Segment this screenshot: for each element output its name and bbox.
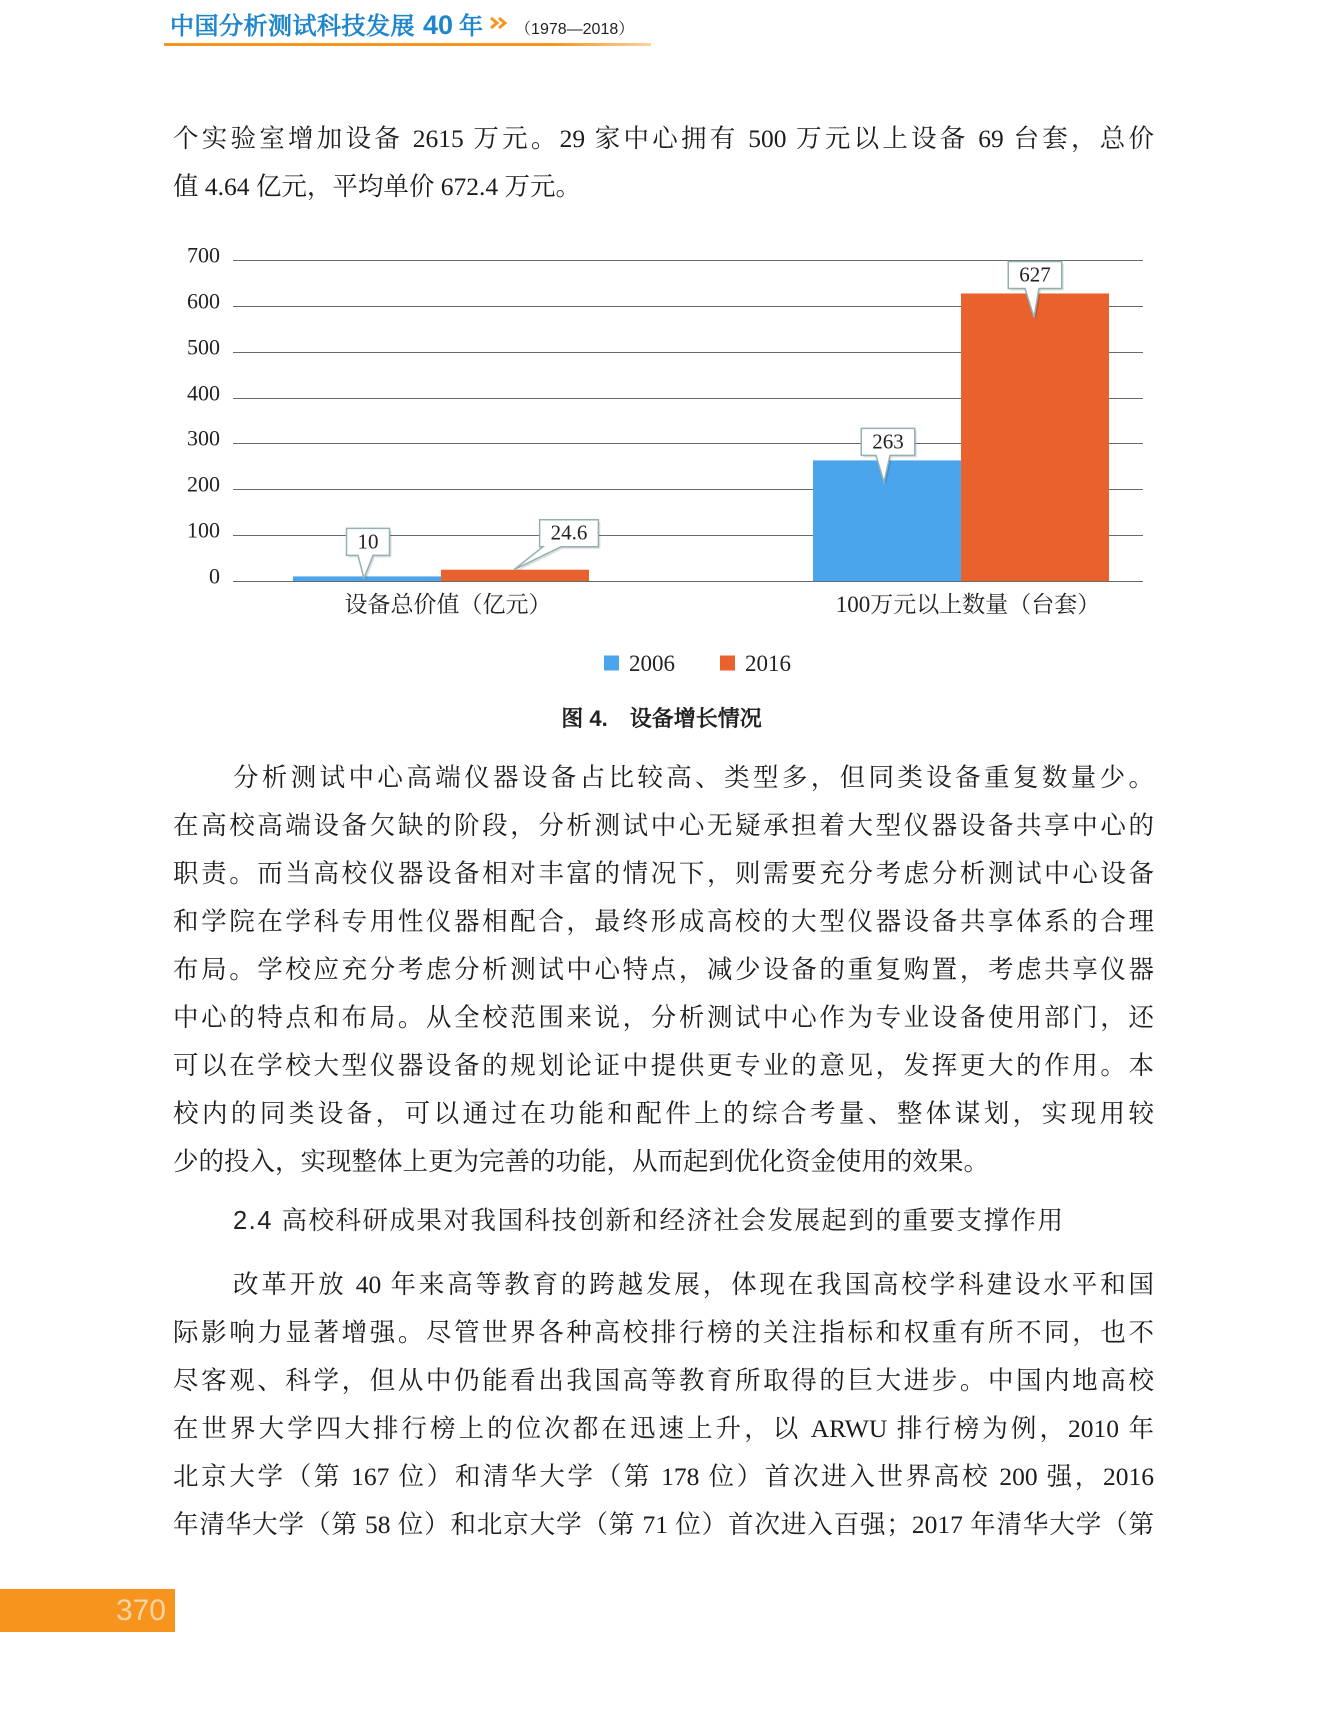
legend [604, 651, 791, 676]
legend-label: 2006 [629, 651, 675, 676]
legend-label: 2016 [745, 651, 791, 676]
text-line: 北京大学（第 167 位）和清华大学（第 178 位）首次进入世界高校 200 强，2016 [173, 1462, 1154, 1491]
running-header [170, 6, 634, 40]
year-range: （1978—2018） [515, 21, 635, 38]
text-line: 尽客观、科学，但从中仍能看出我国高等教育所取得的巨大进步。中国内地高校 [173, 1366, 1154, 1395]
text-line: 改革开放 40 年来高等教育的跨越发展，体现在我国高校学科建设水平和国 [233, 1270, 1154, 1299]
legend-swatch-2006 [604, 656, 619, 671]
data-label-callout [347, 528, 392, 580]
section-heading: 2.4 高校科研成果对我国科技创新和经济社会发展起到的重要支撑作用 [233, 1207, 1065, 1235]
figure-label: 图 4. [561, 706, 608, 731]
data-label: 24.6 [550, 520, 588, 545]
text-line: 职责。而当高校仪器设备相对丰富的情况下，则需要充分考虑分析测试中心设备 [173, 859, 1154, 888]
y-tick-label: 0 [209, 563, 220, 589]
text-line: 少的投入，实现整体上更为完善的功能，从而起到优化资金使用的效果。 [173, 1147, 990, 1176]
y-tick-label: 100 [187, 517, 220, 543]
text-line: 际影响力显著增强。尽管世界各种高校排行榜的关注指标和权重有所不同，也不 [173, 1318, 1154, 1347]
x-category-label: 100万元以上数量（台套） [835, 592, 1101, 617]
y-tick-label: 500 [187, 334, 220, 360]
text-line: 在高校高端设备欠缺的阶段，分析测试中心无疑承担着大型仪器设备共享中心的 [173, 811, 1154, 840]
page-number: 370 [115, 1594, 166, 1627]
y-tick-label: 200 [187, 471, 220, 497]
text-line: 中心的特点和布局。从全校范围来说，分析测试中心作为专业设备使用部门，还 [173, 1003, 1154, 1032]
text-line: 校内的同类设备，可以通过在功能和配件上的综合考量、整体谋划，实现用较 [173, 1099, 1154, 1128]
data-label: 10 [357, 529, 379, 554]
y-axis-tick-labels [187, 243, 220, 589]
paragraph [173, 115, 1154, 211]
figure-caption [0, 705, 1323, 733]
x-axis-category-labels [345, 592, 1101, 617]
y-tick-label: 600 [187, 288, 220, 314]
text-line: 个实验室增加设备 2615 万元。29 家中心拥有 500 万元以上设备 69 台套，总价 [173, 124, 1154, 153]
text-line: 布局。学校应充分考虑分析测试中心特点，减少设备的重复购置，考虑共享仪器 [173, 955, 1154, 984]
page-number-block [0, 1589, 175, 1632]
anniversary-number: 40 [423, 10, 454, 40]
text-line: 和学院在学科专用性仪器相配合，最终形成高校的大型仪器设备共享体系的合理 [173, 907, 1154, 936]
data-label: 263 [872, 429, 904, 454]
data-label: 627 [1019, 262, 1051, 287]
text-line: 值 4.64 亿元，平均单价 672.4 万元。 [173, 172, 582, 201]
book-title: 中国分析测试科技发展 [170, 13, 415, 40]
x-category-label: 设备总价值（亿元） [344, 592, 552, 617]
equipment-growth-bar-chart [0, 230, 1323, 700]
anniversary-unit: 年 [459, 13, 484, 40]
double-chevron-icon [489, 16, 509, 30]
bars [293, 293, 1109, 581]
y-tick-label: 400 [187, 380, 220, 406]
paragraph [173, 1261, 1154, 1549]
bar-2016-category-2 [961, 293, 1109, 581]
text-line: 分析测试中心高端仪器设备占比较高、类型多，但同类设备重复数量少。 [233, 763, 1154, 792]
y-tick-label: 300 [187, 425, 220, 451]
text-line: 在世界大学四大排行榜上的位次都在迅速上升，以 ARWU 排行榜为例，2010 年 [173, 1414, 1154, 1443]
legend-swatch-2016 [720, 656, 735, 671]
text-line: 年清华大学（第 58 位）和北京大学（第 71 位）首次进入百强；2017 年清华大学（第 [173, 1510, 1154, 1539]
legend-item [604, 651, 675, 676]
data-label-callout [514, 520, 600, 572]
y-tick-label: 700 [187, 242, 220, 268]
bar-2016-category-1 [441, 570, 589, 581]
paragraph [173, 754, 1154, 1186]
text-line: 可以在学校大型仪器设备的规划论证中提供更专业的意见，发挥更大的作用。本 [173, 1051, 1154, 1080]
header-rule [164, 43, 651, 46]
legend-item [720, 651, 791, 676]
figure-title: 设备增长情况 [629, 706, 762, 731]
